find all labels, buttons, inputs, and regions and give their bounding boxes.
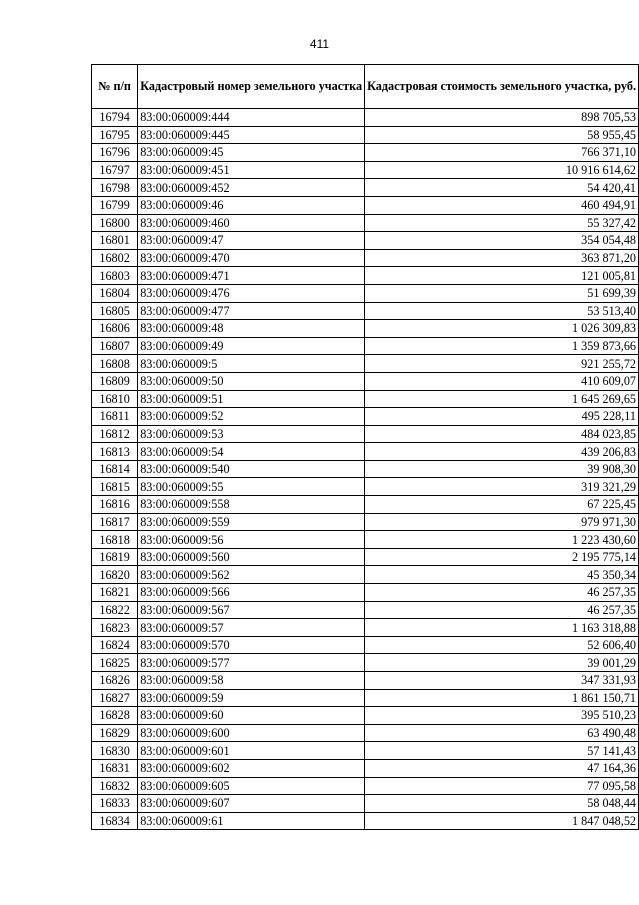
cadastral-value-cell: 46 257,35 bbox=[365, 584, 639, 602]
table-row bbox=[92, 460, 639, 478]
cadastral-value-cell: 54 420,41 bbox=[365, 179, 639, 197]
cadastral-value-cell: 1 026 309,83 bbox=[365, 320, 639, 338]
table-row bbox=[92, 372, 639, 390]
page-number: 411 bbox=[309, 37, 330, 51]
table-body bbox=[92, 109, 639, 830]
row-number-cell: 16825 bbox=[92, 654, 138, 672]
cadastral-value-cell: 898 705,53 bbox=[365, 109, 639, 127]
cadastral-number-cell: 83:00:060009:50 bbox=[138, 372, 365, 390]
cadastral-number-cell: 83:00:060009:58 bbox=[138, 672, 365, 690]
header-row bbox=[92, 65, 639, 109]
row-number-cell: 16811 bbox=[92, 408, 138, 426]
cadastral-value-cell: 347 331,93 bbox=[365, 672, 639, 690]
cadastral-number-cell: 83:00:060009:47 bbox=[138, 232, 365, 250]
table-row bbox=[92, 584, 639, 602]
cadastral-number-cell: 83:00:060009:53 bbox=[138, 425, 365, 443]
table-row bbox=[92, 689, 639, 707]
row-number-cell: 16812 bbox=[92, 425, 138, 443]
cadastral-value-cell: 1 645 269,65 bbox=[365, 390, 639, 408]
row-number-cell: 16816 bbox=[92, 496, 138, 514]
row-number-cell: 16822 bbox=[92, 601, 138, 619]
table-row bbox=[92, 179, 639, 197]
table-row bbox=[92, 408, 639, 426]
header-cadastral-value: Кадастровая стоимость земельного участка, руб. bbox=[365, 65, 639, 109]
table-row bbox=[92, 390, 639, 408]
cadastral-number-cell: 83:00:060009:51 bbox=[138, 390, 365, 408]
cadastral-number-cell: 83:00:060009:56 bbox=[138, 531, 365, 549]
table-row bbox=[92, 672, 639, 690]
cadastral-value-cell: 921 255,72 bbox=[365, 355, 639, 373]
row-number-cell: 16826 bbox=[92, 672, 138, 690]
row-number-cell: 16828 bbox=[92, 707, 138, 725]
row-number-cell: 16830 bbox=[92, 742, 138, 760]
cadastral-number-cell: 83:00:060009:471 bbox=[138, 267, 365, 285]
row-number-cell: 16796 bbox=[92, 144, 138, 162]
cadastral-number-cell: 83:00:060009:451 bbox=[138, 161, 365, 179]
cadastral-value-cell: 460 494,91 bbox=[365, 196, 639, 214]
row-number-cell: 16818 bbox=[92, 531, 138, 549]
table-row bbox=[92, 531, 639, 549]
cadastral-number-cell: 83:00:060009:60 bbox=[138, 707, 365, 725]
cadastral-value-cell: 495 228,11 bbox=[365, 408, 639, 426]
cadastral-value-cell: 58 955,45 bbox=[365, 126, 639, 144]
table-row bbox=[92, 109, 639, 127]
cadastral-number-cell: 83:00:060009:566 bbox=[138, 584, 365, 602]
row-number-cell: 16834 bbox=[92, 812, 138, 830]
cadastral-value-cell: 77 095,58 bbox=[365, 777, 639, 795]
cadastral-number-cell: 83:00:060009:54 bbox=[138, 443, 365, 461]
cadastral-number-cell: 83:00:060009:55 bbox=[138, 478, 365, 496]
row-number-cell: 16831 bbox=[92, 759, 138, 777]
cadastral-number-cell: 83:00:060009:540 bbox=[138, 460, 365, 478]
table-row bbox=[92, 302, 639, 320]
cadastral-value-cell: 319 321,29 bbox=[365, 478, 639, 496]
cadastral-value-cell: 46 257,35 bbox=[365, 601, 639, 619]
table-row bbox=[92, 513, 639, 531]
cadastral-number-cell: 83:00:060009:5 bbox=[138, 355, 365, 373]
row-number-cell: 16800 bbox=[92, 214, 138, 232]
row-number-cell: 16802 bbox=[92, 249, 138, 267]
table-row bbox=[92, 443, 639, 461]
cadastral-number-cell: 83:00:060009:559 bbox=[138, 513, 365, 531]
cadastral-value-cell: 439 206,83 bbox=[365, 443, 639, 461]
cadastral-value-cell: 1 223 430,60 bbox=[365, 531, 639, 549]
row-number-cell: 16804 bbox=[92, 284, 138, 302]
table-row bbox=[92, 759, 639, 777]
table-row bbox=[92, 214, 639, 232]
table-row bbox=[92, 636, 639, 654]
row-number-cell: 16814 bbox=[92, 460, 138, 478]
cadastral-number-cell: 83:00:060009:445 bbox=[138, 126, 365, 144]
table-row bbox=[92, 320, 639, 338]
row-number-cell: 16821 bbox=[92, 584, 138, 602]
cadastral-value-cell: 484 023,85 bbox=[365, 425, 639, 443]
cadastral-number-cell: 83:00:060009:600 bbox=[138, 724, 365, 742]
table-row bbox=[92, 284, 639, 302]
cadastral-number-cell: 83:00:060009:567 bbox=[138, 601, 365, 619]
row-number-cell: 16832 bbox=[92, 777, 138, 795]
table-row bbox=[92, 812, 639, 830]
row-number-cell: 16819 bbox=[92, 548, 138, 566]
table-row bbox=[92, 724, 639, 742]
cadastral-value-cell: 39 908,30 bbox=[365, 460, 639, 478]
cadastral-value-cell: 39 001,29 bbox=[365, 654, 639, 672]
cadastral-value-cell: 55 327,42 bbox=[365, 214, 639, 232]
row-number-cell: 16808 bbox=[92, 355, 138, 373]
row-number-cell: 16820 bbox=[92, 566, 138, 584]
table-row bbox=[92, 566, 639, 584]
table-row bbox=[92, 601, 639, 619]
table-row bbox=[92, 795, 639, 813]
cadastral-value-cell: 1 861 150,71 bbox=[365, 689, 639, 707]
cadastral-value-table bbox=[91, 64, 639, 830]
cadastral-number-cell: 83:00:060009:61 bbox=[138, 812, 365, 830]
table-row bbox=[92, 548, 639, 566]
cadastral-number-cell: 83:00:060009:444 bbox=[138, 109, 365, 127]
cadastral-value-cell: 45 350,34 bbox=[365, 566, 639, 584]
cadastral-number-cell: 83:00:060009:452 bbox=[138, 179, 365, 197]
header-cadastral-number: Кадастровый номер земельного участка bbox=[138, 65, 365, 109]
row-number-cell: 16805 bbox=[92, 302, 138, 320]
row-number-cell: 16797 bbox=[92, 161, 138, 179]
table-row bbox=[92, 496, 639, 514]
cadastral-value-cell: 10 916 614,62 bbox=[365, 161, 639, 179]
cadastral-value-cell: 1 359 873,66 bbox=[365, 337, 639, 355]
cadastral-number-cell: 83:00:060009:460 bbox=[138, 214, 365, 232]
cadastral-number-cell: 83:00:060009:476 bbox=[138, 284, 365, 302]
table-row bbox=[92, 267, 639, 285]
cadastral-number-cell: 83:00:060009:46 bbox=[138, 196, 365, 214]
table-row bbox=[92, 126, 639, 144]
cadastral-value-cell: 52 606,40 bbox=[365, 636, 639, 654]
row-number-cell: 16794 bbox=[92, 109, 138, 127]
table-row bbox=[92, 777, 639, 795]
cadastral-number-cell: 83:00:060009:558 bbox=[138, 496, 365, 514]
table-row bbox=[92, 355, 639, 373]
cadastral-number-cell: 83:00:060009:470 bbox=[138, 249, 365, 267]
cadastral-number-cell: 83:00:060009:560 bbox=[138, 548, 365, 566]
cadastral-value-cell: 395 510,23 bbox=[365, 707, 639, 725]
table-row bbox=[92, 249, 639, 267]
row-number-cell: 16799 bbox=[92, 196, 138, 214]
cadastral-number-cell: 83:00:060009:605 bbox=[138, 777, 365, 795]
cadastral-number-cell: 83:00:060009:48 bbox=[138, 320, 365, 338]
cadastral-value-cell: 51 699,39 bbox=[365, 284, 639, 302]
cadastral-value-cell: 354 054,48 bbox=[365, 232, 639, 250]
table-row bbox=[92, 196, 639, 214]
table-row bbox=[92, 478, 639, 496]
table-header bbox=[92, 65, 639, 109]
row-number-cell: 16813 bbox=[92, 443, 138, 461]
cadastral-value-cell: 63 490,48 bbox=[365, 724, 639, 742]
cadastral-value-cell: 1 847 048,52 bbox=[365, 812, 639, 830]
row-number-cell: 16806 bbox=[92, 320, 138, 338]
row-number-cell: 16803 bbox=[92, 267, 138, 285]
row-number-cell: 16810 bbox=[92, 390, 138, 408]
table-row bbox=[92, 161, 639, 179]
row-number-cell: 16801 bbox=[92, 232, 138, 250]
cadastral-number-cell: 83:00:060009:601 bbox=[138, 742, 365, 760]
row-number-cell: 16795 bbox=[92, 126, 138, 144]
row-number-cell: 16823 bbox=[92, 619, 138, 637]
cadastral-number-cell: 83:00:060009:562 bbox=[138, 566, 365, 584]
cadastral-value-cell: 67 225,45 bbox=[365, 496, 639, 514]
cadastral-number-cell: 83:00:060009:607 bbox=[138, 795, 365, 813]
cadastral-number-cell: 83:00:060009:49 bbox=[138, 337, 365, 355]
table-row bbox=[92, 144, 639, 162]
cadastral-number-cell: 83:00:060009:59 bbox=[138, 689, 365, 707]
table-row bbox=[92, 707, 639, 725]
row-number-cell: 16817 bbox=[92, 513, 138, 531]
cadastral-value-cell: 979 971,30 bbox=[365, 513, 639, 531]
header-row-number: № п/п bbox=[92, 65, 138, 109]
row-number-cell: 16829 bbox=[92, 724, 138, 742]
cadastral-value-cell: 363 871,20 bbox=[365, 249, 639, 267]
table-row bbox=[92, 232, 639, 250]
cadastral-value-cell: 410 609,07 bbox=[365, 372, 639, 390]
cadastral-number-cell: 83:00:060009:52 bbox=[138, 408, 365, 426]
cadastral-value-cell: 53 513,40 bbox=[365, 302, 639, 320]
cadastral-value-cell: 57 141,43 bbox=[365, 742, 639, 760]
row-number-cell: 16809 bbox=[92, 372, 138, 390]
row-number-cell: 16807 bbox=[92, 337, 138, 355]
cadastral-number-cell: 83:00:060009:477 bbox=[138, 302, 365, 320]
cadastral-number-cell: 83:00:060009:577 bbox=[138, 654, 365, 672]
cadastral-number-cell: 83:00:060009:570 bbox=[138, 636, 365, 654]
table-row bbox=[92, 654, 639, 672]
cadastral-number-cell: 83:00:060009:45 bbox=[138, 144, 365, 162]
table-row bbox=[92, 619, 639, 637]
row-number-cell: 16815 bbox=[92, 478, 138, 496]
cadastral-value-cell: 766 371,10 bbox=[365, 144, 639, 162]
row-number-cell: 16824 bbox=[92, 636, 138, 654]
cadastral-value-cell: 58 048,44 bbox=[365, 795, 639, 813]
cadastral-value-cell: 1 163 318,88 bbox=[365, 619, 639, 637]
cadastral-number-cell: 83:00:060009:602 bbox=[138, 759, 365, 777]
cadastral-value-cell: 47 164,36 bbox=[365, 759, 639, 777]
table-row bbox=[92, 425, 639, 443]
cadastral-value-cell: 121 005,81 bbox=[365, 267, 639, 285]
cadastral-number-cell: 83:00:060009:57 bbox=[138, 619, 365, 637]
row-number-cell: 16798 bbox=[92, 179, 138, 197]
table-row bbox=[92, 337, 639, 355]
cadastral-value-cell: 2 195 775,14 bbox=[365, 548, 639, 566]
row-number-cell: 16827 bbox=[92, 689, 138, 707]
row-number-cell: 16833 bbox=[92, 795, 138, 813]
table-row bbox=[92, 742, 639, 760]
